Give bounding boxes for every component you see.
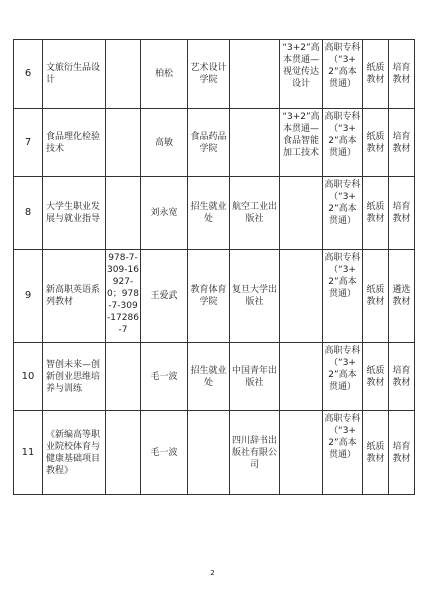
textbook-name-cell: 文旅衍生品设计 [43, 40, 106, 109]
publisher-cell: 四川辞书出版社有限公司 [230, 411, 280, 495]
material-type-cell: 培育教材 [389, 343, 415, 411]
table-row [14, 250, 415, 343]
isbn-cell [106, 40, 141, 109]
table-row [14, 411, 415, 495]
department-cell: 招生就业处 [188, 177, 230, 250]
department-cell: 艺术设计学院 [188, 40, 230, 109]
author-cell: 毛一波 [141, 343, 188, 411]
material-form-cell: 纸质教材 [363, 411, 389, 495]
isbn-cell: 978-7-309-16927-0；978-7-309-17286-7 [106, 250, 141, 343]
program-cell: “3+2”高本贯通—食品智能加工技术 [280, 109, 323, 177]
material-type-cell: 培育教材 [389, 40, 415, 109]
material-form-cell: 纸质教材 [363, 109, 389, 177]
table-row [14, 40, 415, 109]
publisher-cell: 复旦大学出版社 [230, 250, 280, 343]
author-cell: 王爱武 [141, 250, 188, 343]
department-cell: 食品药品学院 [188, 109, 230, 177]
material-type-cell: 培育教材 [389, 177, 415, 250]
table-row [14, 109, 415, 177]
page-number: 2 [210, 569, 215, 577]
textbook-name-cell: 新高职英语系列教材 [43, 250, 106, 343]
textbook-name-cell: 食品理化检验技术 [43, 109, 106, 177]
program-cell [280, 177, 323, 250]
material-form-cell: 纸质教材 [363, 177, 389, 250]
material-type-cell: 培育教材 [389, 411, 415, 495]
level-cell: 高职专科（“3+2”高本贯通） [323, 343, 363, 411]
author-cell: 柏松 [141, 40, 188, 109]
program-cell [280, 411, 323, 495]
isbn-cell [106, 411, 141, 495]
material-form-cell: 纸质教材 [363, 250, 389, 343]
row-number-cell: 10 [14, 343, 43, 411]
row-number-cell: 11 [14, 411, 43, 495]
material-form-cell: 纸质教材 [363, 40, 389, 109]
publisher-cell [230, 109, 280, 177]
table-row [14, 343, 415, 411]
material-type-cell: 遴选教材 [389, 250, 415, 343]
isbn-cell [106, 343, 141, 411]
isbn-cell [106, 177, 141, 250]
publisher-cell: 中国青年出版社 [230, 343, 280, 411]
textbook-name-cell: 《新编高等职业院校体育与健康基础项目教程》 [43, 411, 106, 495]
publisher-cell: 航空工业出版社 [230, 177, 280, 250]
table-row [14, 177, 415, 250]
program-cell [280, 343, 323, 411]
department-cell [188, 411, 230, 495]
textbook-table [13, 39, 415, 495]
row-number-cell: 6 [14, 40, 43, 109]
row-number-cell: 8 [14, 177, 43, 250]
author-cell: 高敏 [141, 109, 188, 177]
program-cell: “3+2”高本贯通—视觉传达设计 [280, 40, 323, 109]
level-cell: 高职专科（“3+2”高本贯通） [323, 177, 363, 250]
program-cell [280, 250, 323, 343]
department-cell: 招生就业处 [188, 343, 230, 411]
level-cell: 高职专科（“3+2”高本贯通） [323, 109, 363, 177]
table-body [14, 40, 415, 495]
level-cell: 高职专科（“3+2”高本贯通） [323, 40, 363, 109]
isbn-cell [106, 109, 141, 177]
author-cell: 毛一波 [141, 411, 188, 495]
publisher-cell [230, 40, 280, 109]
textbook-name-cell: 智创未来—创新创业思维培养与训练 [43, 343, 106, 411]
level-cell: 高职专科（“3+2”高本贯通） [323, 411, 363, 495]
row-number-cell: 9 [14, 250, 43, 343]
row-number-cell: 7 [14, 109, 43, 177]
author-cell: 刘永宽 [141, 177, 188, 250]
level-cell: 高职专科（“3+2”高本贯通） [323, 250, 363, 343]
department-cell: 教育体育学院 [188, 250, 230, 343]
material-form-cell: 纸质教材 [363, 343, 389, 411]
textbook-name-cell: 大学生职业发展与就业指导 [43, 177, 106, 250]
material-type-cell: 培育教材 [389, 109, 415, 177]
